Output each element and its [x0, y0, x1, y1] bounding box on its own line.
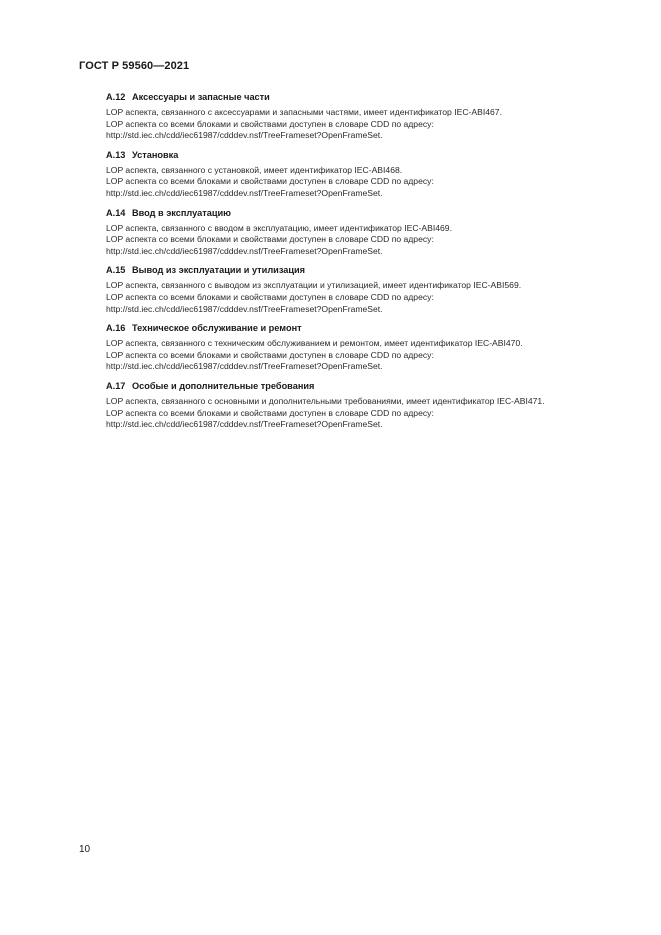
page-number: 10: [79, 844, 91, 855]
section-title: Особые и дополнительные требования: [131, 380, 315, 391]
url-line: http://std.iec.ch/cdd/iec61987/cdddev.nsf/TreeFrameset?OpenFrameSet.: [106, 361, 383, 372]
section-title: Ввод в эксплуатацию: [131, 207, 231, 218]
availability-line: LOP аспекта со всеми блоками и свойствами доступен в словаре CDD по адресу:: [106, 291, 434, 302]
url-line: http://std.iec.ch/cdd/iec61987/cdddev.nsf/TreeFrameset?OpenFrameSet.: [106, 130, 383, 141]
section-title: Техническое обслуживание и ремонт: [131, 323, 302, 334]
section-heading: [106, 264, 636, 276]
section-a15: [106, 264, 636, 315]
availability-line: LOP аспекта со всеми блоками и свойствами доступен в словаре CDD по адресу:: [106, 176, 434, 187]
identifier-line: LOP аспекта, связанного с выводом из эксплуатации и утилизацией, имеет идентификатор IEC-ABI569.: [106, 280, 522, 291]
document-header: [79, 60, 189, 72]
section-title: Вывод из эксплуатации и утилизация: [131, 265, 306, 276]
identifier-line: LOP аспекта, связанного с вводом в эксплуатацию, имеет идентификатор IEC-ABI469.: [106, 222, 452, 233]
section-title: Аксессуары и запасные части: [131, 92, 270, 102]
url-line: http://std.iec.ch/cdd/iec61987/cdddev.nsf/TreeFrameset?OpenFrameSet.: [106, 245, 383, 256]
section-number: A.13: [106, 149, 126, 160]
url-line: http://std.iec.ch/cdd/iec61987/cdddev.nsf/TreeFrameset?OpenFrameSet.: [106, 303, 383, 314]
section-title: Установка: [131, 149, 179, 160]
identifier-line: LOP аспекта, связанного с установкой, имеет идентификатор IEC-ABI468.: [106, 164, 403, 175]
availability-line: LOP аспекта со всеми блоками и свойствами доступен в словаре CDD по адресу:: [106, 118, 434, 129]
standard-id: ГОСТ Р 59560—2021: [79, 60, 190, 72]
availability-line: LOP аспекта со всеми блоками и свойствами доступен в словаре CDD по адресу:: [106, 349, 434, 360]
section-number: A.12: [106, 92, 126, 102]
url-line: http://std.iec.ch/cdd/iec61987/cdddev.nsf/TreeFrameset?OpenFrameSet.: [106, 187, 383, 198]
section-a13: [106, 149, 636, 200]
section-heading: [106, 91, 636, 103]
section-number: A.17: [106, 380, 126, 391]
availability-line: LOP аспекта со всеми блоками и свойствами доступен в словаре CDD по адресу:: [106, 234, 434, 245]
section-a16: [106, 322, 636, 373]
section-number: A.14: [106, 207, 126, 218]
url-line: http://std.iec.ch/cdd/iec61987/cdddev.nsf/TreeFrameset?OpenFrameSet.: [106, 419, 383, 430]
section-a12: [106, 91, 636, 142]
section-heading: [106, 149, 636, 161]
section-a14: [106, 207, 636, 258]
availability-line: LOP аспекта со всеми блоками и свойствами доступен в словаре CDD по адресу:: [106, 407, 434, 418]
section-heading: [106, 322, 636, 334]
identifier-line: LOP аспекта, связанного с основными и дополнительными требованиями, имеет идентификатор IEC-ABI471.: [106, 395, 545, 406]
section-number: A.15: [106, 265, 126, 276]
identifier-line: LOP аспекта, связанного с аксессуарами и запасными частями, имеет идентификатор IEC-ABI467.: [106, 107, 502, 117]
section-heading: [106, 207, 636, 219]
section-heading: [106, 380, 636, 392]
sections-container: [106, 91, 636, 438]
section-a17: [106, 380, 636, 431]
identifier-line: LOP аспекта, связанного с техническим обслуживанием и ремонтом, имеет идентификатор IEC-ABI470.: [106, 338, 523, 349]
section-number: A.16: [106, 323, 126, 334]
